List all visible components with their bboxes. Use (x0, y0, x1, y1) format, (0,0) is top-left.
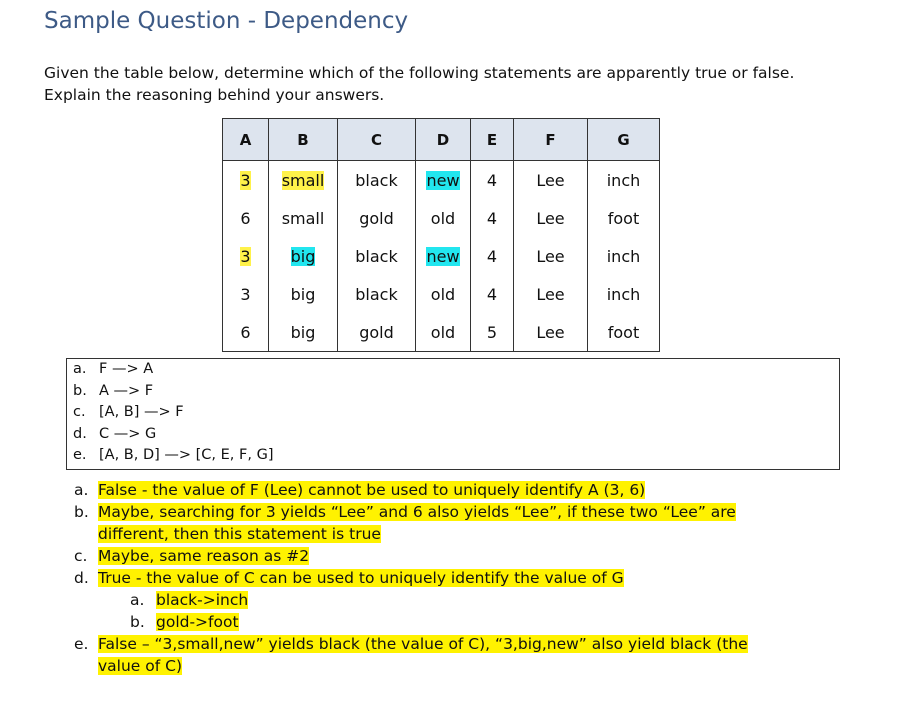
cell: 6 (223, 313, 269, 352)
cell: 4 (471, 237, 514, 275)
cell: Lee (514, 161, 588, 200)
question-text: [A, B, D] —> [C, E, F, G] (99, 447, 274, 463)
table-row (223, 313, 660, 352)
cell: old (416, 313, 471, 352)
answer-b (74, 501, 854, 545)
answer-text-line1: Maybe, searching for 3 yields “Lee” and 6 also yields “Lee”, if these two “Lee” are (98, 503, 736, 521)
cell: Lee (514, 313, 588, 352)
cell: Lee (514, 237, 588, 275)
cell: foot (588, 199, 660, 237)
col-header-a: A (223, 119, 269, 161)
list-item (67, 359, 839, 381)
answer-letter: b. (74, 503, 89, 521)
col-header-g: G (588, 119, 660, 161)
question-letter: d. (73, 425, 87, 442)
cell: Lee (514, 199, 588, 237)
table-row (223, 237, 660, 275)
table-row (223, 199, 660, 237)
answer-text: True - the value of C can be used to uniquely identify the value of G (98, 569, 624, 587)
table-row (223, 275, 660, 313)
question-letter: b. (73, 382, 87, 399)
answer-text-line2: different, then this statement is true (98, 525, 381, 543)
col-header-d: D (416, 119, 471, 161)
cell: black (338, 161, 416, 200)
cell (223, 237, 269, 275)
intro-paragraph: Given the table below, determine which of the following statements are apparently true or false. Explain the reasoning behind your answers. (44, 64, 795, 104)
cell (223, 161, 269, 200)
cell-value: new (426, 170, 460, 190)
answer-d-sub-b (74, 611, 854, 633)
cell: 6 (223, 199, 269, 237)
list-item (67, 445, 839, 467)
question-text: [A, B] —> F (99, 404, 184, 420)
question-text: A —> F (99, 382, 154, 399)
cell: 4 (471, 199, 514, 237)
cell: inch (588, 275, 660, 313)
cell: big (269, 313, 338, 352)
cell (416, 237, 471, 275)
col-header-f: F (514, 119, 588, 161)
answer-letter: c. (74, 547, 88, 565)
cell-value: 3 (240, 170, 251, 190)
question-text: C —> G (99, 425, 157, 442)
list-item (67, 424, 839, 446)
cell: old (416, 199, 471, 237)
cell: inch (588, 161, 660, 200)
answer-text-line2: value of C) (98, 657, 183, 675)
answer-c (74, 545, 854, 567)
cell: 4 (471, 275, 514, 313)
cell-value: small (281, 170, 325, 190)
cell-value: 3 (240, 246, 251, 266)
cell (269, 237, 338, 275)
question-letter: a. (73, 361, 87, 377)
answer-d-sub-a (74, 589, 854, 611)
answers-list (74, 479, 854, 677)
cell: 5 (471, 313, 514, 352)
cell-value: new (426, 246, 460, 266)
cell (269, 161, 338, 200)
table-header-row (223, 119, 660, 161)
answer-text: Maybe, same reason as #2 (98, 547, 310, 565)
answer-e (74, 633, 854, 677)
cell: Lee (514, 275, 588, 313)
table-row (223, 161, 660, 200)
cell-value: big (290, 246, 316, 266)
question-letter: e. (73, 447, 87, 463)
cell: 3 (223, 275, 269, 313)
answer-text-line1: False – “3,small,new” yields black (the value of C), “3,big,new” also yield black (the (98, 635, 748, 653)
page-title: Sample Question - Dependency (44, 8, 409, 34)
cell: 4 (471, 161, 514, 200)
cell (416, 161, 471, 200)
dependency-table (222, 118, 660, 352)
sub-text: gold->foot (156, 613, 239, 631)
cell: gold (338, 199, 416, 237)
list-item (67, 402, 839, 424)
cell: gold (338, 313, 416, 352)
answer-letter: a. (74, 481, 89, 499)
cell: inch (588, 237, 660, 275)
cell: foot (588, 313, 660, 352)
sub-letter: b. (130, 613, 145, 631)
answer-letter: e. (74, 635, 89, 653)
answer-letter: d. (74, 569, 89, 587)
question-letter: c. (73, 404, 86, 420)
col-header-c: C (338, 119, 416, 161)
sub-letter: a. (130, 591, 145, 609)
col-header-e: E (471, 119, 514, 161)
sub-text: black->inch (156, 591, 249, 609)
cell: big (269, 275, 338, 313)
answer-d (74, 567, 854, 589)
question-list (67, 359, 839, 467)
cell: black (338, 237, 416, 275)
list-item (67, 381, 839, 403)
col-header-b: B (269, 119, 338, 161)
cell: black (338, 275, 416, 313)
questions-box (66, 358, 840, 470)
question-text: F —> A (99, 361, 154, 377)
answer-text: False - the value of F (Lee) cannot be used to uniquely identify A (3, 6) (98, 481, 646, 499)
answer-a (74, 479, 854, 501)
cell: old (416, 275, 471, 313)
cell: small (269, 199, 338, 237)
